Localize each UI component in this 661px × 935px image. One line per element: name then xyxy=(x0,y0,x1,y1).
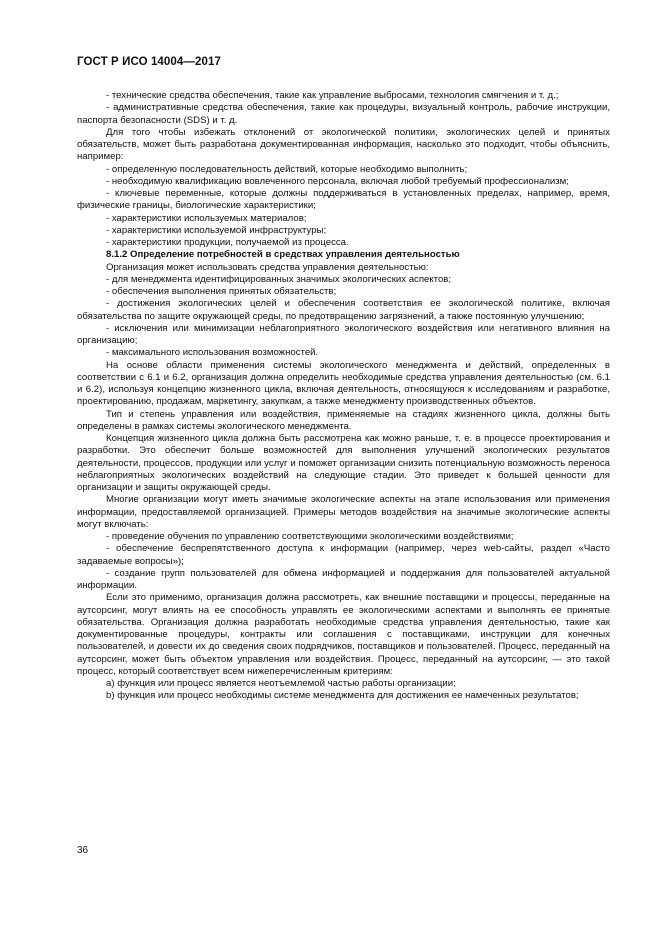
paragraph: - характеристики используемой инфраструктуры; xyxy=(106,224,327,236)
paragraph: - проведение обучения по управлению соответствующими экологическими воздействиями; xyxy=(106,531,514,542)
paragraph: - характеристики используемых материалов; xyxy=(106,212,307,224)
paragraph: - обеспечения выполнения принятых обязательств; xyxy=(106,286,337,297)
paragraph: Организация может использовать средства управления деятельностью: xyxy=(106,261,429,273)
paragraph: - максимального использования возможностей. xyxy=(106,347,319,359)
paragraph: - определенную последовательность действий, которые необходимо выполнить; xyxy=(106,163,468,175)
paragraph: - необходимую квалификацию вовлеченного персонала, включая любой требуемый профессионализм; xyxy=(106,175,569,187)
paragraph: - создание групп пользователей для обмена информацией и поддержания для пользователей актуальной информации. xyxy=(77,567,610,591)
paragraph: Многие организации могут иметь значимые экологические аспекты на этапе использования или применения информации, предоставляемой организацией. Примеры методов воздействия на значимые экологические аспекты могут включать: xyxy=(77,494,610,530)
paragraph: - достижения экологических целей и обеспечения соответствия ее экологической политике, включая обязательства по защите окружающей среды, по предотвращению загрязнений, а также постоянную улучшению; xyxy=(77,298,610,322)
document-header: ГОСТ Р ИСО 14004—2017 xyxy=(77,56,222,68)
paragraph: b) функция или процесс необходимы системе менеджмента для достижения ее намеченных результатов; xyxy=(106,690,579,702)
page-body xyxy=(77,90,610,703)
paragraph: - исключения или минимизации неблагоприятного экологического воздействия или негативного влияния на организацию; xyxy=(77,322,610,346)
paragraph: Концепция жизненного цикла должна быть рассмотрена как можно раньше, т. е. в процессе проектирования и разработки. Это обеспечит больше возможностей для выполнения улучшений экологических результатов деятельности, процессов, продукции или услуг и поможет организации снизить потенциальную возможность переноса неблагоприятных экологических воздействий на следующие стадии. Это приведет к большей ценности для организации и защиты окружающей среды. xyxy=(77,433,610,493)
page-number: 36 xyxy=(77,845,89,856)
paragraph: Тип и степень управления или воздействия, применяемые на стадиях жизненного цикла, должны быть определены в рамках системы экологического менеджмента. xyxy=(77,408,610,432)
paragraph: - обеспечение беспрепятственного доступа к информации (например, через web-сайты, раздел «Часто задаваемые вопросы»); xyxy=(77,543,610,567)
paragraph: - технические средства обеспечения, такие как управление выбросами, технология смягчения и т. д.; xyxy=(106,90,559,101)
paragraph: - административные средства обеспечения, такие как процедуры, визуальный контроль, рабочие инструкции, паспорта безопасности (SDS) и т. д. xyxy=(77,102,610,126)
paragraph: а) функция или процесс является неотъемлемой частью работы организации; xyxy=(106,678,456,689)
paragraph: Для того чтобы избежать отклонений от экологической политики, экологических целей и принятых обязательств, может быть разработана документированная информация, насколько это подходит, чтобы объяснить, например: xyxy=(77,126,610,163)
paragraph: На основе области применения системы экологического менеджмента и действий, определенных в соответствии с 6.1 и 6.2, организация должна определить необходимые средства управления деятельностью (см. 6.1 и 6.2), используя концепцию жизненного цикла, включая деятельность, относящуюся к исследованиям и разработке, проектированию, продажам, маркетингу, закупкам, а также менеджменту производственных объектов. xyxy=(77,359,610,408)
section-heading: 8.1.2 Определение потребностей в средствах управления деятельностью xyxy=(106,249,460,261)
paragraph: - для менеджмента идентифицированных значимых экологических аспектов; xyxy=(106,273,452,285)
paragraph: - ключевые переменные, которые должны поддерживаться в установленных пределах, например, время, физические границы, биологические характеристики; xyxy=(77,188,610,212)
paragraph: Если это применимо, организация должна рассмотреть, как внешние поставщики и процессы, переданные на аутсорсинг, могут влиять на ее способность управлять ее экологическими аспектами и выполнять ее принятые обязательства. Организация должна разработать необходимые средства управления деятельностью, такие как документированные процедуры, контракты или соглашения с поставщиками, инструкции для конечных пользователей, и довести их до сведения своих подрядчиков, поставщиков и пользователей. Процесс, переданный на аутсорсинг, может быть объектом управления или воздействия. Процесс, переданный на аутсорсинг, — это такой процесс, который соответствует всем нижеперечисленным критериям: xyxy=(77,592,610,677)
paragraph: - характеристики продукции, получаемой из процесса. xyxy=(106,237,349,248)
